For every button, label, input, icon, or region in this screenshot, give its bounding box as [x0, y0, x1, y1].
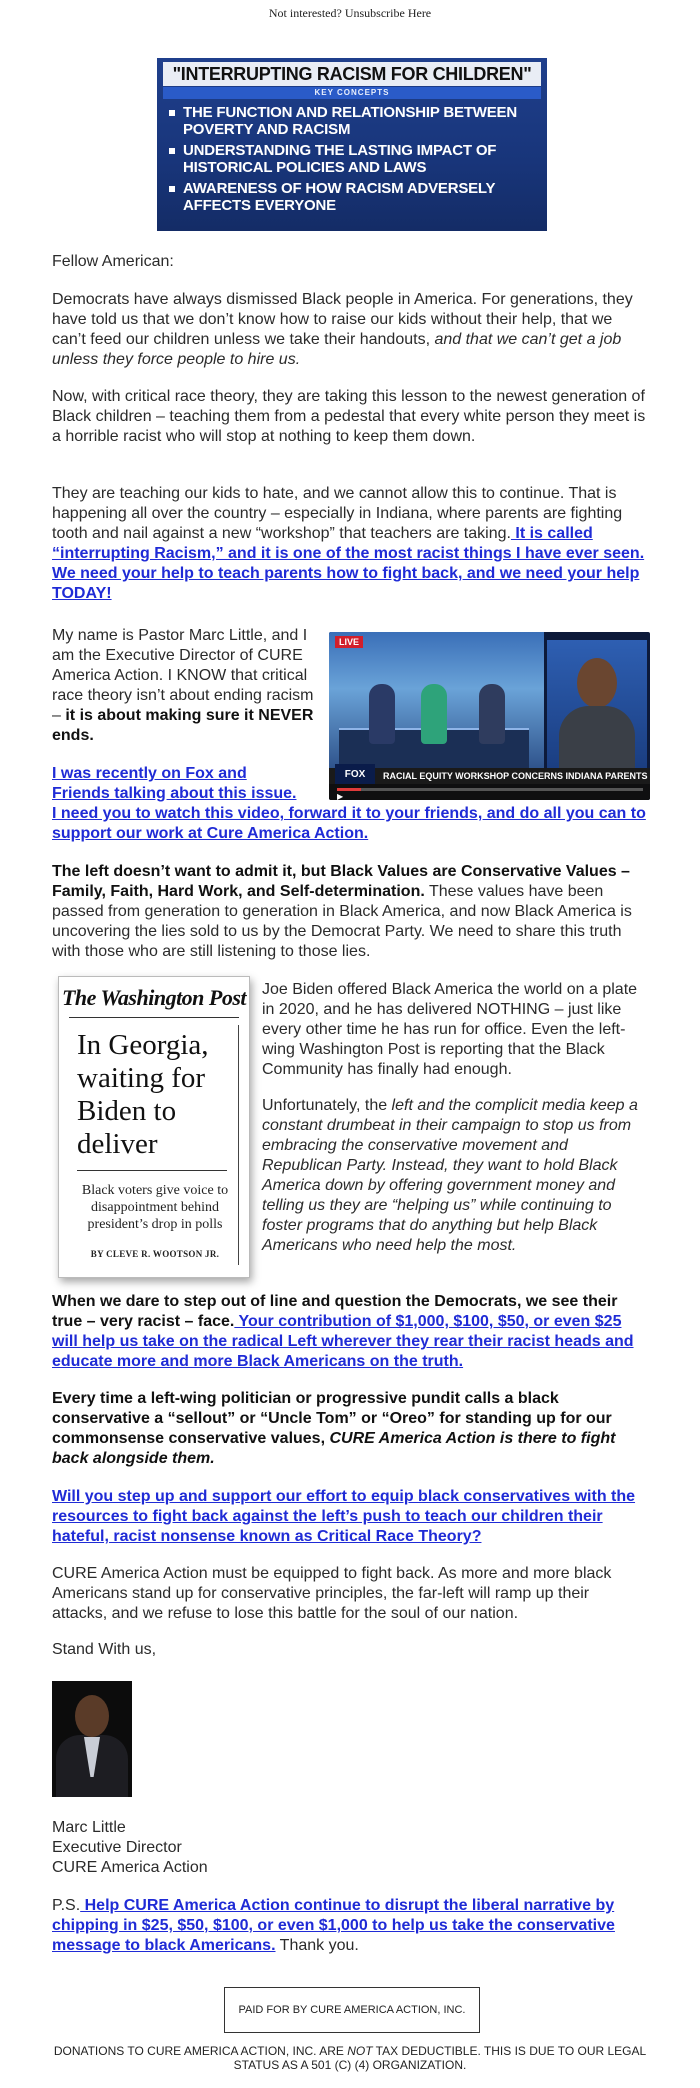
- clipping-headline: In Georgia, waiting for Biden to deliver: [77, 1029, 209, 1160]
- newspaper-masthead: The Washington Post: [61, 985, 247, 1010]
- news-chyron: RACIAL EQUITY WORKSHOP CONCERNS INDIANA PARENTS: [329, 768, 650, 784]
- paragraph-1: Democrats have always dismissed Black people in America. For generations, they have told us that we don’t know how to raise our kids without their help, that we can’t feed our children unless we take their handouts, and that we can’t get a job unless they force people to hire us.: [52, 291, 633, 368]
- unsubscribe-line: [0, 6, 700, 21]
- paragraph-6: The left doesn’t want to admit it, but Black Values are Conservative Values – Family, Faith, Hard Work, and Self-determination. These values have been passed from generation to generation in Black America, and now Black America is uncovering the lies sold to us by the Democrat Party. We need to share this truth with those who are still listening to those lies.: [52, 863, 632, 960]
- signature-portrait-photo: [52, 1681, 132, 1797]
- video-controls[interactable]: [329, 784, 650, 800]
- tax-disclaimer: DONATIONS TO CURE AMERICA ACTION, INC. ARE NOT TAX DEDUCTIBLE. THIS IS DUE TO OUR LEGAL STATUS AS A 501 (C) (4) ORGANIZATION.: [53, 2044, 647, 2072]
- contribution-link[interactable]: Your contribution of $1,000, $100, $50, or even $25 will help us take on the radical Left wherever they rear their racist heads and educate more and more Black Americans on the truth.: [52, 1313, 634, 1370]
- play-icon[interactable]: ▶: [337, 792, 344, 800]
- signature-block: [52, 1818, 648, 1878]
- paragraph-3: They are teaching our kids to hate, and we cannot allow this to continue. That is happening all over the country – especially in Indiana, where parents are fighting tooth and nail against a new “workshop” that teachers are taking. It is called “interrupting Racism,” and it is one of the most racist things I have ever seen. We need your help to teach parents how to fight back, and we need your help TODAY!: [52, 485, 645, 602]
- paragraph-4: My name is Pastor Marc Little, and I am the Executive Director of CURE America Action. I KNOW that critical race theory isn’t about ending racism – it is about making sure it NEVER ends.: [52, 627, 314, 744]
- watch-video-link[interactable]: I need you to watch this video, forward it to your friends, and do all you can to support our work at Cure America Action.: [52, 805, 646, 842]
- hero-banner-image: [157, 58, 547, 231]
- paragraph-7: Joe Biden offered Black America the world on a plate in 2020, and he has delivered NOTHING – just like every other time he has run for office. Even the left-wing Washington Post is reporting that the Black Community has finally had enough.: [262, 981, 638, 1078]
- fox-logo: FOX: [335, 764, 375, 786]
- studio-scene: [329, 632, 544, 774]
- washington-post-clipping: [58, 976, 250, 1278]
- postscript: P.S. Help CURE America Action continue to disrupt the liberal narrative by chipping in $25, $50, $100, or even $1,000 to help us take the conservative message to black Americans. Thank you.: [52, 1897, 615, 1954]
- support-effort-link[interactable]: Will you step up and support our effort to equip black conservatives with the resources to fight back against the left’s push to teach our children their hateful, racist nonsense known as Critical Race Theory?: [52, 1488, 636, 1545]
- banner-item: THE FUNCTION AND RELATIONSHIP BETWEEN POVERTY AND RACISM: [167, 104, 539, 138]
- paragraph-2: Now, with critical race theory, they are taking this lesson to the newest generation of Black children – teaching them from a pedestal that every white person they meet is a horrible racist who will stop at nothing to keep them down.: [52, 388, 646, 445]
- paragraph-8: Unfortunately, the left and the complicit media keep a constant drumbeat in their campaign to stop us from embracing the conservative movement and Republican Party. Instead, they want to hold Black America down by offering government money and telling us they are “helping us” while continuing to foster programs that do anything but help Black Americans who need help the most.: [262, 1097, 638, 1254]
- banner-subtitle: KEY CONCEPTS: [163, 87, 541, 99]
- paragraph-11: [52, 1487, 648, 1547]
- live-badge: LIVE: [335, 636, 363, 648]
- fox-video-thumbnail[interactable]: [329, 632, 650, 800]
- greeting: Fellow American:: [52, 253, 174, 270]
- video-progress-fill: [337, 788, 361, 791]
- banner-item: UNDERSTANDING THE LASTING IMPACT OF HISTORICAL POLICIES AND LAWS: [167, 142, 539, 176]
- clipping-subhead: Black voters give voice to disappointment behind president’s drop in polls: [81, 1183, 229, 1232]
- banner-key-concepts: [167, 104, 539, 218]
- ps-donate-link[interactable]: Help CURE America Action continue to disrupt the liberal narrative by chipping in $25, $50, $100, or even $1,000 to help us take the conservative message to black Americans.: [52, 1897, 615, 1954]
- signature-title: Executive Director: [52, 1839, 182, 1856]
- unsubscribe-link[interactable]: Not interested? Unsubscribe Here: [268, 6, 432, 20]
- signature-org: CURE America Action: [52, 1859, 208, 1876]
- paragraph-9: When we dare to step out of line and question the Democrats, we see their true – very racist – face. Your contribution of $1,000, $100, $50, or even $25 will help us take on the radical Left wherever they rear their racist heads and educate more and more Black Americans on the truth.: [52, 1293, 634, 1370]
- clipping-byline: BY CLEVE R. WOOTSON JR.: [90, 1249, 220, 1259]
- fox-interview-link[interactable]: I was recently on Fox and Friends talking about this issue.: [52, 765, 297, 802]
- signature-name: Marc Little: [52, 1819, 126, 1836]
- banner-item: AWARENESS OF HOW RACISM ADVERSELY AFFECTS EVERYONE: [167, 180, 539, 214]
- guest-pastor-marc-little: [547, 640, 647, 772]
- banner-title: "INTERRUPTING RACISM FOR CHILDREN": [163, 62, 541, 86]
- workshop-link[interactable]: It is called “interrupting Racism,” and it is one of the most racist things I have ever seen. We need your help to teach parents how to fight back, and we need your help TODAY!: [52, 525, 645, 602]
- paragraph-10: Every time a left-wing politician or progressive pundit calls a black conservative a “sellout” or “Uncle Tom” or “Oreo” for standing up for our commonsense conservative values, CURE America Action is there to fight back alongside them.: [52, 1390, 616, 1467]
- video-progress-bar[interactable]: [337, 788, 643, 791]
- closing: Stand With us,: [52, 1641, 157, 1658]
- paid-for-box: PAID FOR BY CURE AMERICA ACTION, INC.: [224, 1987, 480, 2033]
- paragraph-12: CURE America Action must be equipped to fight back. As more and more black Americans stand up for conservative principles, the far-left will ramp up their attacks, and we refuse to lose this battle for the soul of our nation.: [52, 1565, 612, 1622]
